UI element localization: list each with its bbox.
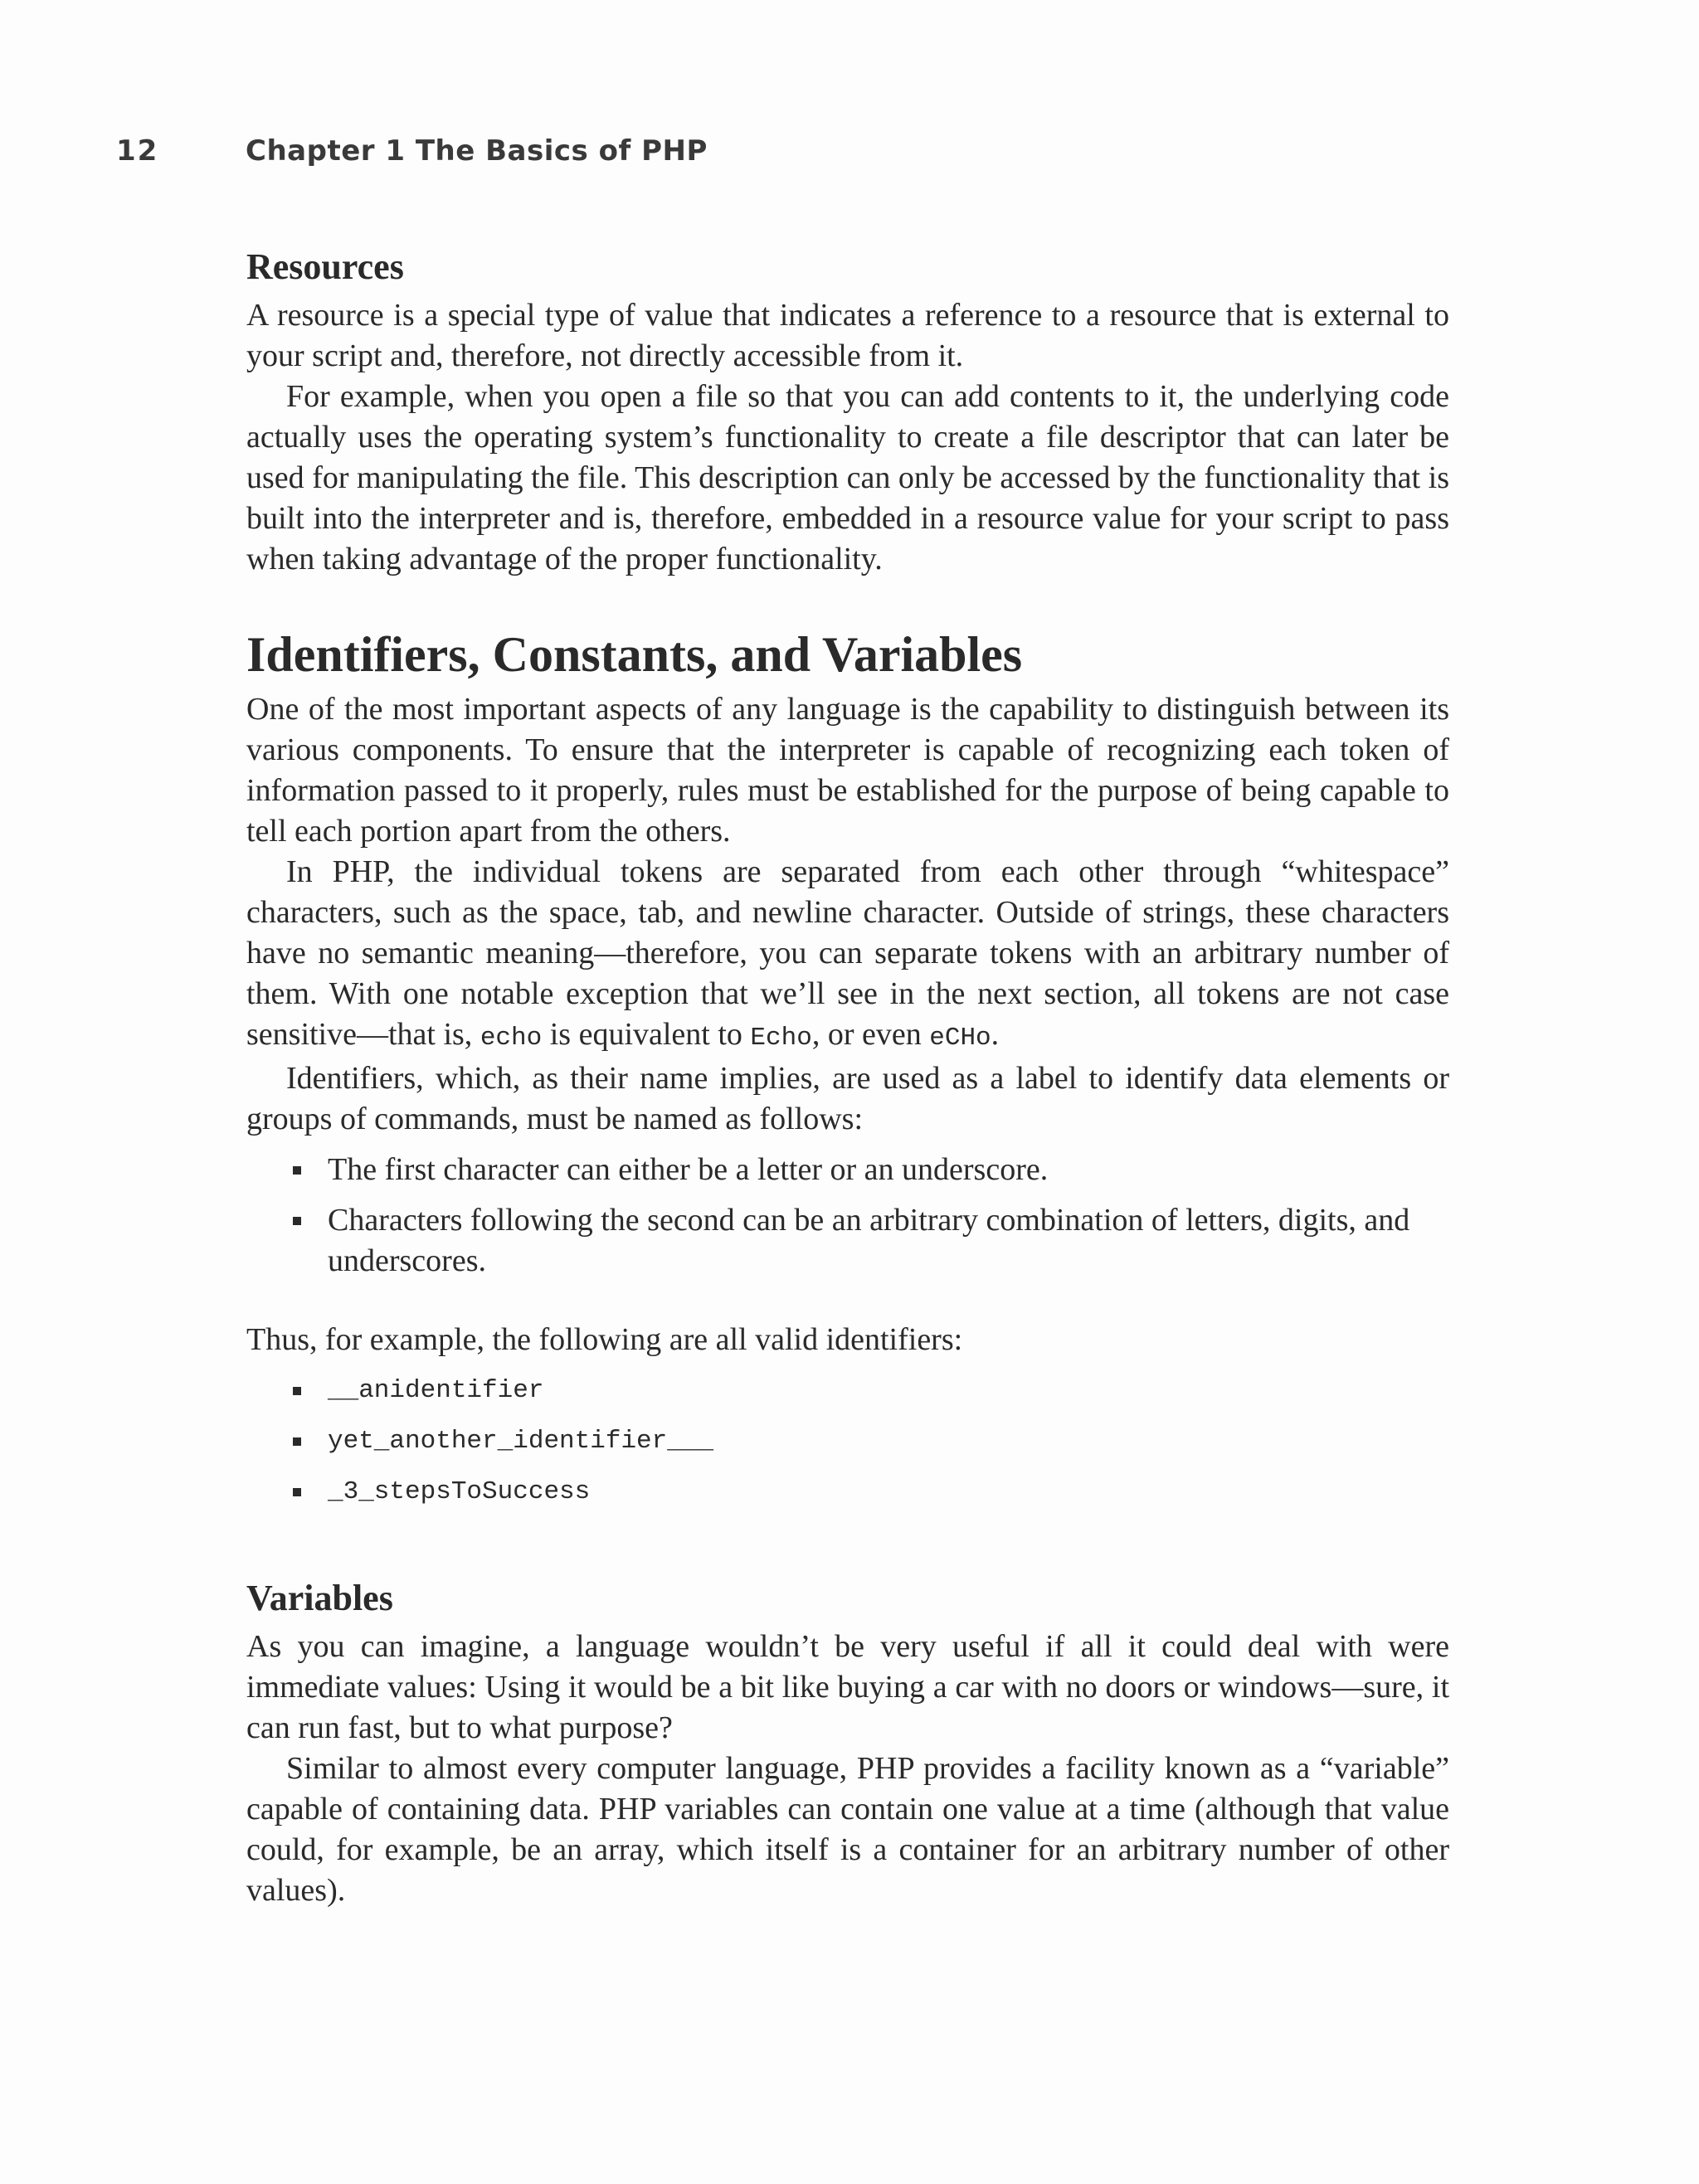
examples-intro: Thus, for example, the following are all valid identifiers: [246, 1322, 963, 1357]
identifiers-paragraph-3: Identifiers, which, as their name implies, are used as a label to identify data elements or groups of commands, must be named as follows: [246, 1061, 1449, 1136]
code-Echo: Echo [750, 1024, 812, 1053]
naming-rules-list [246, 1150, 1449, 1282]
identifiers-paragraph-2-text-c: , or even [811, 1017, 930, 1052]
list-item [286, 1421, 1449, 1462]
list-item [286, 1200, 1449, 1282]
page-number: 12 [116, 134, 159, 168]
identifiers-heading: Identifiers, Constants, and Variables [246, 627, 1023, 682]
identifiers-paragraph-2-text-d: . [991, 1017, 1000, 1052]
identifier-example: _3_stepsToSuccess [328, 1477, 591, 1506]
list-item [286, 1150, 1449, 1190]
chapter-title: Chapter 1 The Basics of PHP [246, 134, 708, 168]
rule-text: Characters following the second can be an arbitrary combination of letters, digits, and underscores. [328, 1203, 1410, 1278]
variables-heading: Variables [246, 1578, 393, 1618]
rule-text: The first character can either be a letter or an underscore. [328, 1152, 1049, 1187]
identifier-examples-list [246, 1370, 1449, 1512]
resources-heading: Resources [246, 246, 404, 287]
identifier-example: yet_another_identifier___ [328, 1427, 714, 1456]
list-item [286, 1370, 1449, 1411]
square-bullet-icon [293, 1166, 301, 1175]
identifier-example: __anidentifier [328, 1376, 544, 1405]
resources-paragraph-1: A resource is a special type of value that indicates a reference to a resource that is external to your script and, therefore, not directly accessible from it. [246, 298, 1449, 373]
code-echo: echo [480, 1024, 543, 1053]
square-bullet-icon [293, 1387, 301, 1395]
running-head [116, 134, 708, 168]
identifiers-paragraph-2 [246, 852, 1449, 1058]
square-bullet-icon [293, 1437, 301, 1446]
page-content [246, 242, 1449, 1911]
list-item [286, 1471, 1449, 1512]
identifiers-paragraph-1: One of the most important aspects of any language is the capability to distinguish between its various components. To ensure that the interpreter is capable of recognizing each token of information passed to it properly, rules must be established for the purpose of being capable to tell each portion apart from the others. [246, 692, 1449, 849]
square-bullet-icon [293, 1488, 301, 1496]
variables-paragraph-2: Similar to almost every computer language, PHP provides a facility known as a “variable” capable of containing data. PHP variables can contain one value at a time (although that value could, for example, be an array, which itself is a container for an arbitrary number of other values). [246, 1751, 1449, 1908]
identifiers-paragraph-2-text-b: is equivalent to [542, 1017, 751, 1052]
variables-paragraph-1: As you can imagine, a language wouldn’t be very useful if all it could deal with were immediate values: Using it would be a bit like buying a car with no doors or windows—sure, it can run fast, but to what purpose? [246, 1629, 1449, 1745]
resources-paragraph-2: For example, when you open a file so that you can add contents to it, the underlying code actually uses the operating system’s functionality to create a file descriptor that can later be used for manipulating the file. This description can only be accessed by the functionality that is built into the interpreter and is, therefore, embedded in a resource value for your script to pass when taking advantage of the proper functionality. [246, 379, 1449, 576]
identifiers-paragraph-2-text-a: In PHP, the individual tokens are separated from each other through “whitespace” characters, such as the space, tab, and newline character. Outside of strings, these characters have no semantic meaning—therefore, you can separate tokens with an arbitrary number of them. With one notable exception that we’ll see in the next section, all tokens are not case sensitive—that is, [246, 854, 1449, 1052]
code-eCHo: eCHo [929, 1024, 991, 1053]
square-bullet-icon [293, 1217, 301, 1225]
